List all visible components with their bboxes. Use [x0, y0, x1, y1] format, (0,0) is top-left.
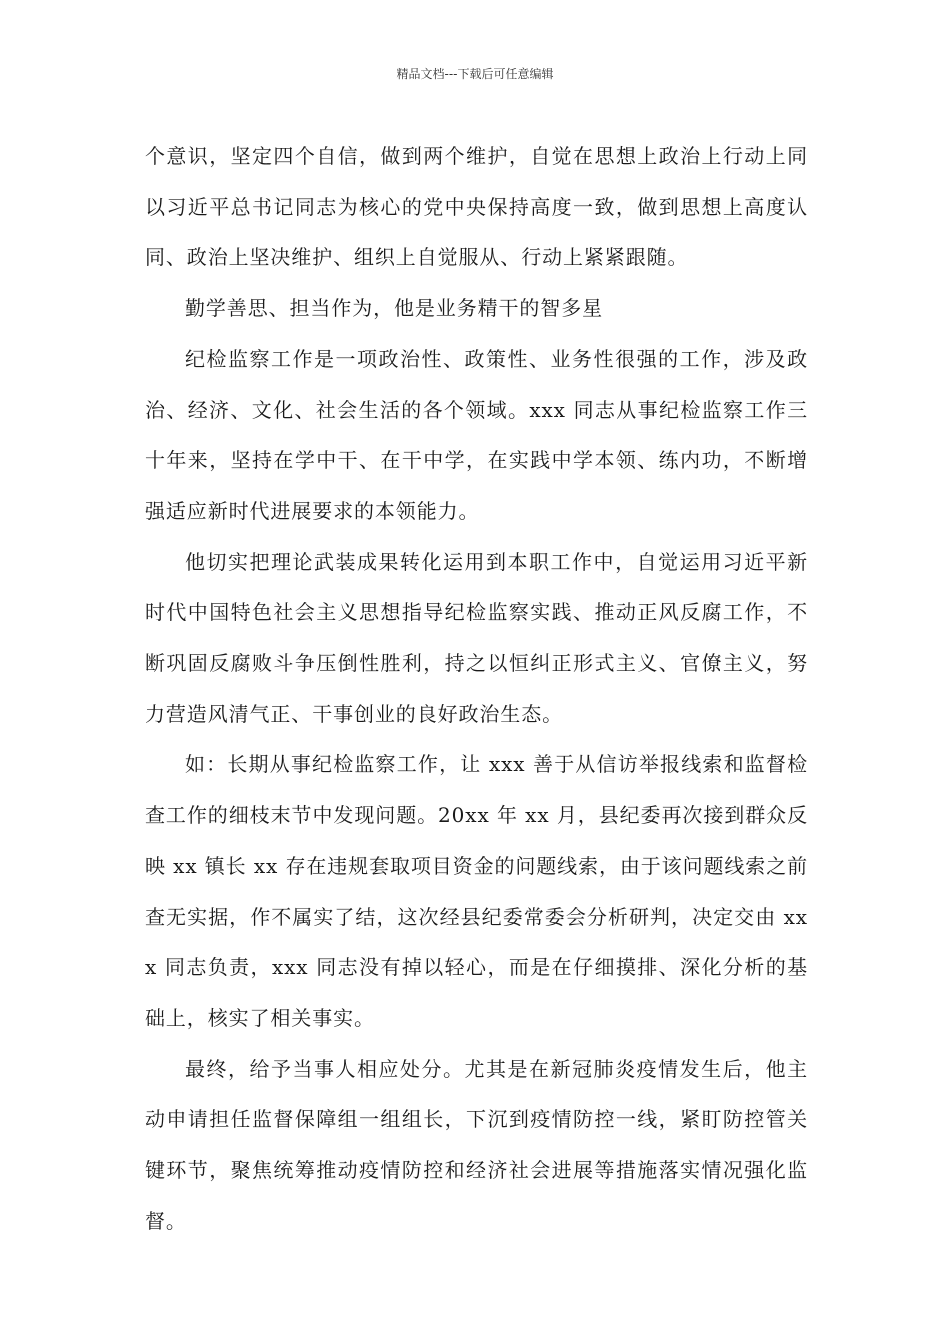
paragraph: 他切实把理论武装成果转化运用到本职工作中，自觉运用习近平新时代中国特色社会主义思想指导纪检监察实践、推动正风反腐工作，不断巩固反腐败斗争压倒性胜利，持之以恒纠正形式主义、官僚主义，努力营造风清气正、干事创业的良好政治生态。	[145, 549, 808, 726]
section-heading: 勤学善思、担当作为，他是业务精干的智多星	[185, 296, 603, 321]
paragraph: 最终，给予当事人相应处分。尤其是在新冠肺炎疫情发生后，他主动申请担任监督保障组一组组长，下沉到疫情防控一线，紧盯防控管关键环节，聚焦统筹推动疫情防控和经济社会进展等措施落实情况强化监督。	[145, 1056, 808, 1233]
paragraph: 如：长期从事纪检监察工作，让 xxx 善于从信访举报线索和监督检查工作的细枝末节中发现问题。20xx 年 xx 月，县纪委再次接到群众反映 xx 镇长 xx 存在违规套取项目资金的问题线索，由于该问题线索之前查无实据，作不属实了结，这次经县纪委常委会分析研判，决定交由 xxx 同志负责，xxx 同志没有掉以轻心，而是在仔细摸排、深化分析的基础上，核实了相关事实。	[145, 752, 808, 1030]
paragraph-continuation: 个意识，坚定四个自信，做到两个维护，自觉在思想上政治上行动上同以习近平总书记同志为核心的党中央保持高度一致，做到思想上高度认同、政治上坚决维护、组织上自觉服从、行动上紧紧跟随。	[145, 144, 808, 270]
paragraph: 纪检监察工作是一项政治性、政策性、业务性很强的工作，涉及政治、经济、文化、社会生活的各个领域。xxx 同志从事纪检监察工作三十年来，坚持在学中干、在干中学，在实践中学本领、练内功，不断增强适应新时代进展要求的本领能力。	[145, 346, 808, 523]
document-body	[145, 131, 808, 1246]
page-header: 精品文档---下载后可任意编辑	[396, 67, 554, 81]
